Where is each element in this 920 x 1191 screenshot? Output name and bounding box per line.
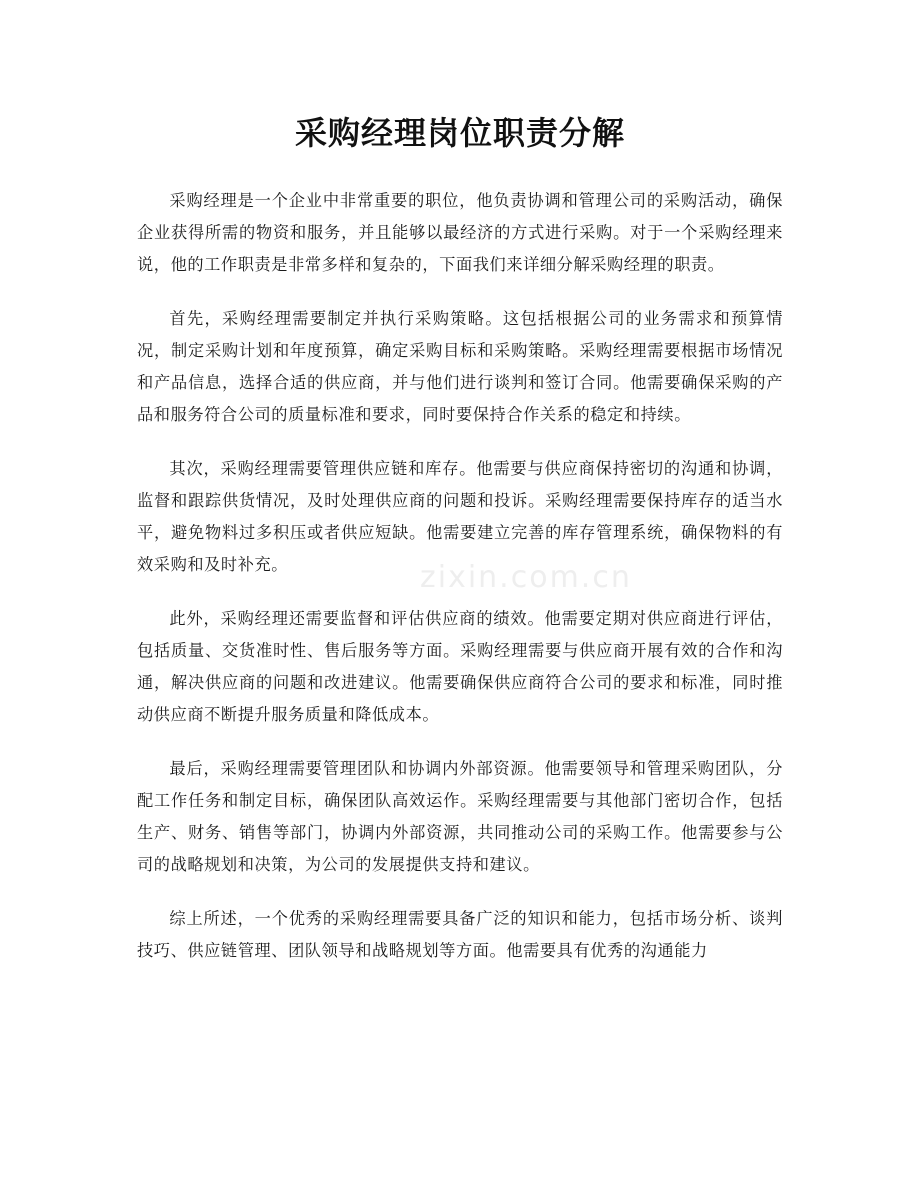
paragraph-strategy: 首先，采购经理需要制定并执行采购策略。这包括根据公司的业务需求和预算情况，制定采购计划和年度预算，确定采购目标和采购策略。采购经理需要根据市场情况和产品信息，选择合适的供应商，并与他们进行谈判和签订合同。他需要确保采购的产品和服务符合公司的质量标准和要求，同时要保持合作关系的稳定和持续。 [137, 309, 783, 424]
document-title: 采购经理岗位职责分解 [294, 114, 625, 152]
paragraph-team-management: 最后，采购经理需要管理团队和协调内外部资源。他需要领导和管理采购团队，分配工作任务和制定目标，确保团队高效运作。采购经理需要与其他部门密切合作，包括生产、财务、销售等部门，协调内外部资源，共同推动公司的采购工作。他需要参与公司的战略规划和决策，为公司的发展提供支持和建议。 [137, 759, 783, 874]
paragraph-intro: 采购经理是一个企业中非常重要的职位，他负责协调和管理公司的采购活动，确保企业获得所需的物资和服务，并且能够以最经济的方式进行采购。对于一个采购经理来说，他的工作职责是非常多样和复杂的，下面我们来详细分解采购经理的职责。 [137, 191, 783, 274]
paragraph-summary: 综上所述，一个优秀的采购经理需要具备广泛的知识和能力，包括市场分析、谈判技巧、供应链管理、团队领导和战略规划等方面。他需要具有优秀的沟通能力 [137, 909, 783, 960]
paragraph-supply-chain: 其次，采购经理需要管理供应链和库存。他需要与供应商保持密切的沟通和协调，监督和跟踪供货情况，及时处理供应商的问题和投诉。采购经理需要保持库存的适当水平，避免物料过多积压或者供应短缺。他需要建立完善的库存管理系统，确保物料的有效采购和及时补充。 [137, 459, 783, 574]
paragraph-supplier-evaluation: 此外，采购经理还需要监督和评估供应商的绩效。他需要定期对供应商进行评估，包括质量、交货准时性、售后服务等方面。采购经理需要与供应商开展有效的合作和沟通，解决供应商的问题和改进建议。他需要确保供应商符合公司的要求和标准，同时推动供应商不断提升服务质量和降低成本。 [137, 609, 783, 724]
watermark: zixin.com.cn [420, 560, 632, 595]
document-body [137, 185, 783, 989]
